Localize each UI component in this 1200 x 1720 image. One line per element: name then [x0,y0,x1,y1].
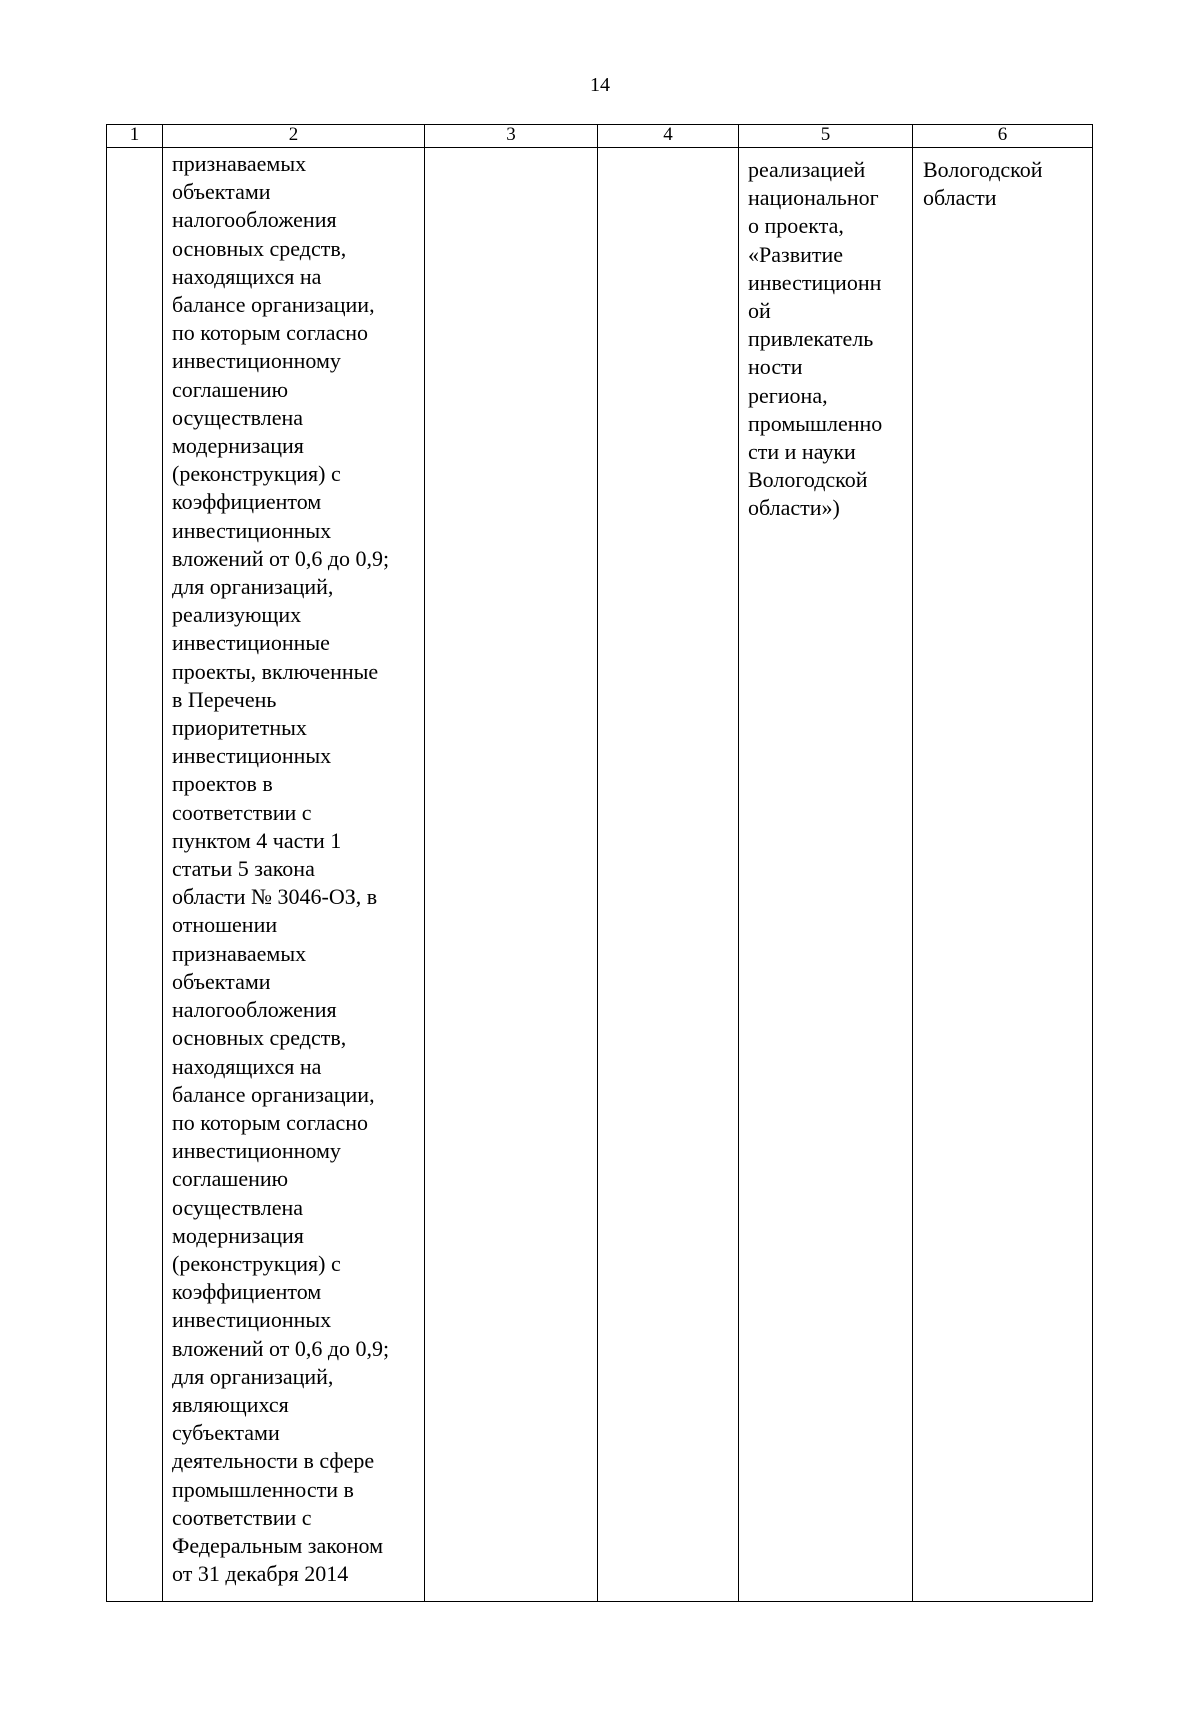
cell-col-1 [107,148,163,1602]
text-line: сти и науки [748,439,856,465]
text-line: реализацией [748,157,866,182]
text-line: Федеральным законом [172,1532,384,1558]
column-header-4: 4 [598,125,739,148]
text-line: области [923,185,997,211]
text-line: реализующих [172,602,302,628]
text-line: о проекта, [748,213,844,239]
text-line: инвестиционному [172,1138,341,1164]
text-line: для организаций, [172,574,334,600]
column-header-2: 2 [163,125,425,148]
text-line: модернизация [172,1222,304,1248]
text-line: коэффициентом [172,489,322,515]
text-line: (реконструкция) с [172,461,341,487]
table-row [107,148,1093,1602]
text-line: для организаций, [172,1363,334,1389]
text-line: соглашению [172,376,289,402]
text-line: балансе организации, [172,292,375,318]
text-line: инвестиционн [748,269,882,295]
text-line: национальног [748,185,879,211]
cell-col-5 [739,148,913,1602]
text-line: приоритетных [172,715,307,741]
text-line: субъектами [172,1420,280,1446]
column-header-5: 5 [739,125,913,148]
text-line: «Развитие [748,241,844,267]
text-line: находящихся на [172,1053,322,1079]
cell-col-4 [598,148,739,1602]
text-line: признаваемых [172,151,307,176]
text-line: пунктом 4 части 1 [172,827,342,853]
text-line: (реконструкция) с [172,1250,341,1276]
text-line: привлекатель [748,326,874,352]
text-line: осуществлена [172,404,304,430]
text-line: деятельности в сфере [172,1448,375,1474]
text-line: Вологодской [923,157,1043,182]
text-line: налогообложения [172,207,337,233]
text-line: инвестиционные [172,630,330,656]
text-line: вложений от 0,6 до 0,9; [172,545,390,571]
text-line: соответствии с [172,799,312,825]
text-line: модернизация [172,433,304,459]
text-line: объектами [172,179,271,205]
text-line: в Перечень [172,686,277,712]
cell-col-3 [425,148,598,1602]
text-line: соглашению [172,1166,289,1192]
text-line: инвестиционных [172,743,332,769]
cell-col-6 [913,148,1093,1602]
text-line: ности [748,354,803,380]
text-line: признаваемых [172,940,307,966]
text-line: являющихся [172,1391,289,1417]
text-line: балансе организации, [172,1081,375,1107]
text-line: от 31 декабря 2014 [172,1561,349,1587]
text-line: статьи 5 закона [172,856,315,882]
text-line: объектами [172,968,271,994]
text-line: промышленно [748,410,883,436]
text-line: проекты, включенные [172,658,379,684]
text-line: отношении [172,912,278,938]
text-line: по которым согласно [172,320,369,346]
column-header-1: 1 [107,125,163,148]
text-line: проектов в [172,771,273,797]
text-line: по которым согласно [172,1109,369,1135]
text-line: соответствии с [172,1504,312,1530]
document-table [106,124,1093,1602]
text-line: инвестиционных [172,1307,332,1333]
text-line: региона, [748,382,828,408]
text-line: вложений от 0,6 до 0,9; [172,1335,390,1361]
cell-col-2 [163,148,425,1602]
text-line: инвестиционных [172,517,332,543]
text-line: осуществлена [172,1194,304,1220]
text-line: основных средств, [172,1025,347,1051]
text-line: промышленности в [172,1476,354,1502]
cell-col-2-text [163,148,424,1588]
column-header-6: 6 [913,125,1093,148]
column-header-3: 3 [425,125,598,148]
text-line: коэффициентом [172,1279,322,1305]
cell-col-6-text [913,148,1092,212]
header-row [107,125,1093,148]
text-line: области № 3046-ОЗ, в [172,884,378,910]
text-line: области») [748,495,840,521]
text-line: Вологодской [748,467,868,493]
text-line: инвестиционному [172,348,341,374]
cell-col-5-text [739,148,912,523]
text-line: ой [748,298,771,324]
text-line: основных средств, [172,235,347,261]
text-line: налогообложения [172,997,337,1023]
page-number: 14 [590,74,610,96]
text-line: находящихся на [172,263,322,289]
